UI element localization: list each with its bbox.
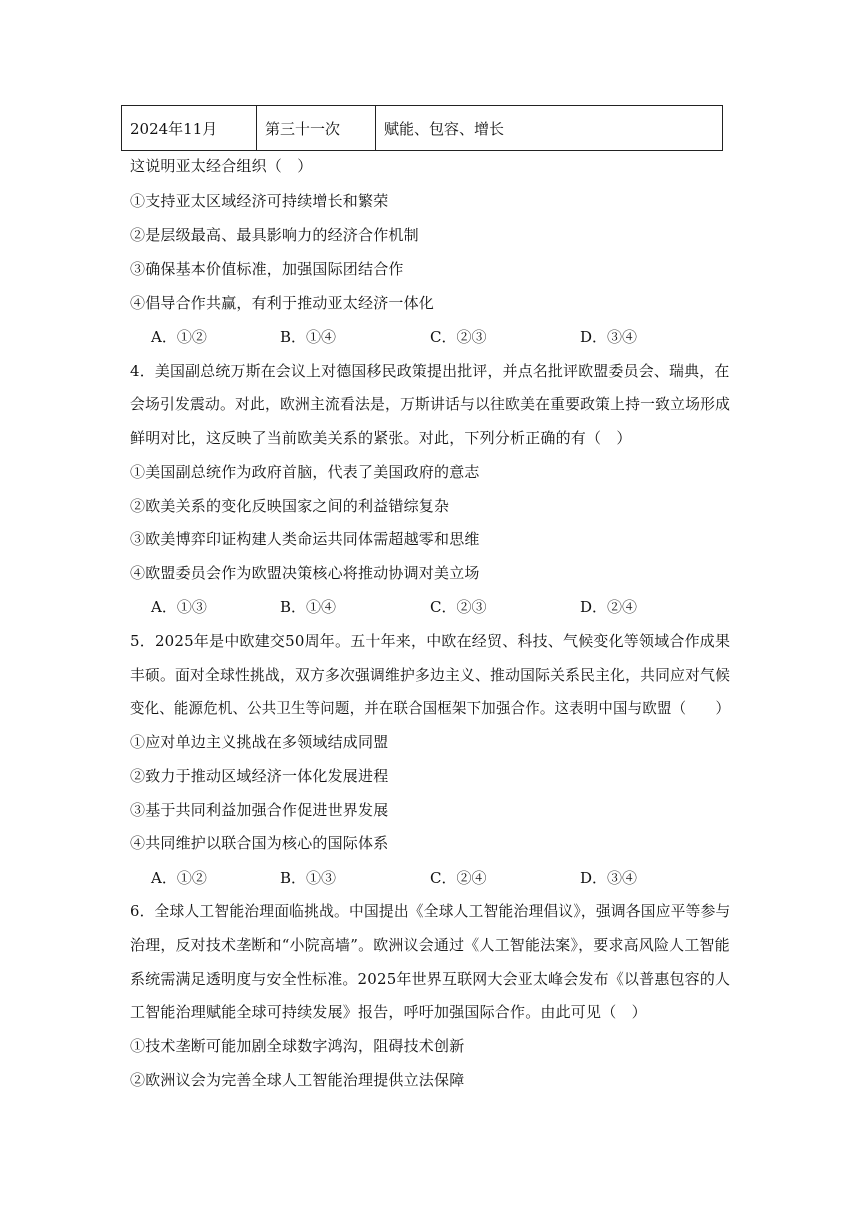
- q3-option-d: D．③④: [580, 328, 638, 346]
- q5-item-1: ①应对单边主义挑战在多领域结成同盟: [130, 733, 389, 751]
- q3-item-4: ④倡导合作共赢，有利于推动亚太经济一体化: [130, 294, 435, 312]
- table-cell-date: 2024年11月: [122, 106, 257, 151]
- q5-option-d: D．③④: [580, 869, 638, 887]
- q5-option-a: A．①②: [151, 869, 207, 887]
- q3-item-2: ②是层级最高、最具影响力的经济合作机制: [130, 226, 419, 244]
- q6-stem-line-1: 6．全球人工智能治理面临挑战。中国提出《全球人工智能治理倡议》，强调各国应平等参与: [130, 902, 731, 920]
- q3-stem: 这说明亚太经合组织（ ）: [130, 157, 313, 175]
- table-cell-theme: 赋能、包容、增长: [376, 106, 723, 151]
- q6-stem-line-4: 工智能治理赋能全球可持续发展》报告，呼吁加强国际合作。由此可见（ ）: [130, 1003, 647, 1021]
- q3-option-c: C．②③: [430, 328, 487, 346]
- q3-item-1: ①支持亚太区域经济可持续增长和繁荣: [130, 192, 389, 210]
- q5-stem-line-2: 丰硕。面对全球性挑战，双方多次强调维护多边主义、推动国际关系民主化，共同应对气候: [130, 666, 731, 684]
- q5-option-b: B．①③: [280, 869, 337, 887]
- q5-item-3: ③基于共同利益加强合作促进世界发展: [130, 801, 389, 819]
- q4-option-a: A．①③: [151, 598, 207, 616]
- q4-item-1: ①美国副总统作为政府首脑，代表了美国政府的意志: [130, 463, 480, 481]
- q5-item-2: ②致力于推动区域经济一体化发展进程: [130, 767, 389, 785]
- q5-item-4: ④共同维护以联合国为核心的国际体系: [130, 834, 389, 852]
- table-cell-session: 第三十一次: [257, 106, 376, 151]
- q5-stem-line-3: 变化、能源危机、公共卫生等问题，并在联合国框架下加强合作。这表明中国与欧盟（ ）: [130, 699, 731, 717]
- q4-item-2: ②欧美关系的变化反映国家之间的利益错综复杂: [130, 497, 450, 515]
- q5-option-c: C．②④: [430, 869, 487, 887]
- q4-stem-line-3: 鲜明对比，这反映了当前欧美关系的紧张。对此，下列分析正确的有（ ）: [130, 429, 632, 447]
- q3-option-a: A．①②: [151, 328, 207, 346]
- q5-stem-line-1: 5．2025年是中欧建交50周年。五十年来，中欧在经贸、科技、气候变化等领域合作成果: [130, 632, 731, 650]
- q4-option-b: B．①④: [280, 598, 337, 616]
- q6-item-2: ②欧洲议会为完善全球人工智能治理提供立法保障: [130, 1071, 465, 1089]
- q6-item-1: ①技术垄断可能加剧全球数字鸿沟，阻碍技术创新: [130, 1037, 465, 1055]
- q4-item-3: ③欧美博弈印证构建人类命运共同体需超越零和思维: [130, 530, 480, 548]
- q3-item-3: ③确保基本价值标准，加强国际团结合作: [130, 260, 404, 278]
- q6-stem-line-2: 治理，反对技术垄断和“小院高墙”。欧洲议会通过《人工智能法案》，要求高风险人工智能: [130, 936, 730, 954]
- q4-option-c: C．②③: [430, 598, 487, 616]
- table-row: [122, 106, 723, 151]
- summit-table: [121, 105, 723, 151]
- q3-option-b: B．①④: [280, 328, 337, 346]
- q4-item-4: ④欧盟委员会作为欧盟决策核心将推动协调对美立场: [130, 564, 480, 582]
- q4-stem-line-1: 4．美国副总统万斯在会议上对德国移民政策提出批评，并点名批评欧盟委员会、瑞典，在: [130, 362, 730, 380]
- q4-option-d: D．②④: [580, 598, 638, 616]
- q4-stem-line-2: 会场引发震动。对此，欧洲主流看法是，万斯讲话与以往欧美在重要政策上持一致立场形成: [130, 395, 731, 413]
- q6-stem-line-3: 系统需满足透明度与安全性标准。2025年世界互联网大会亚太峰会发布《以普惠包容的人: [130, 970, 731, 988]
